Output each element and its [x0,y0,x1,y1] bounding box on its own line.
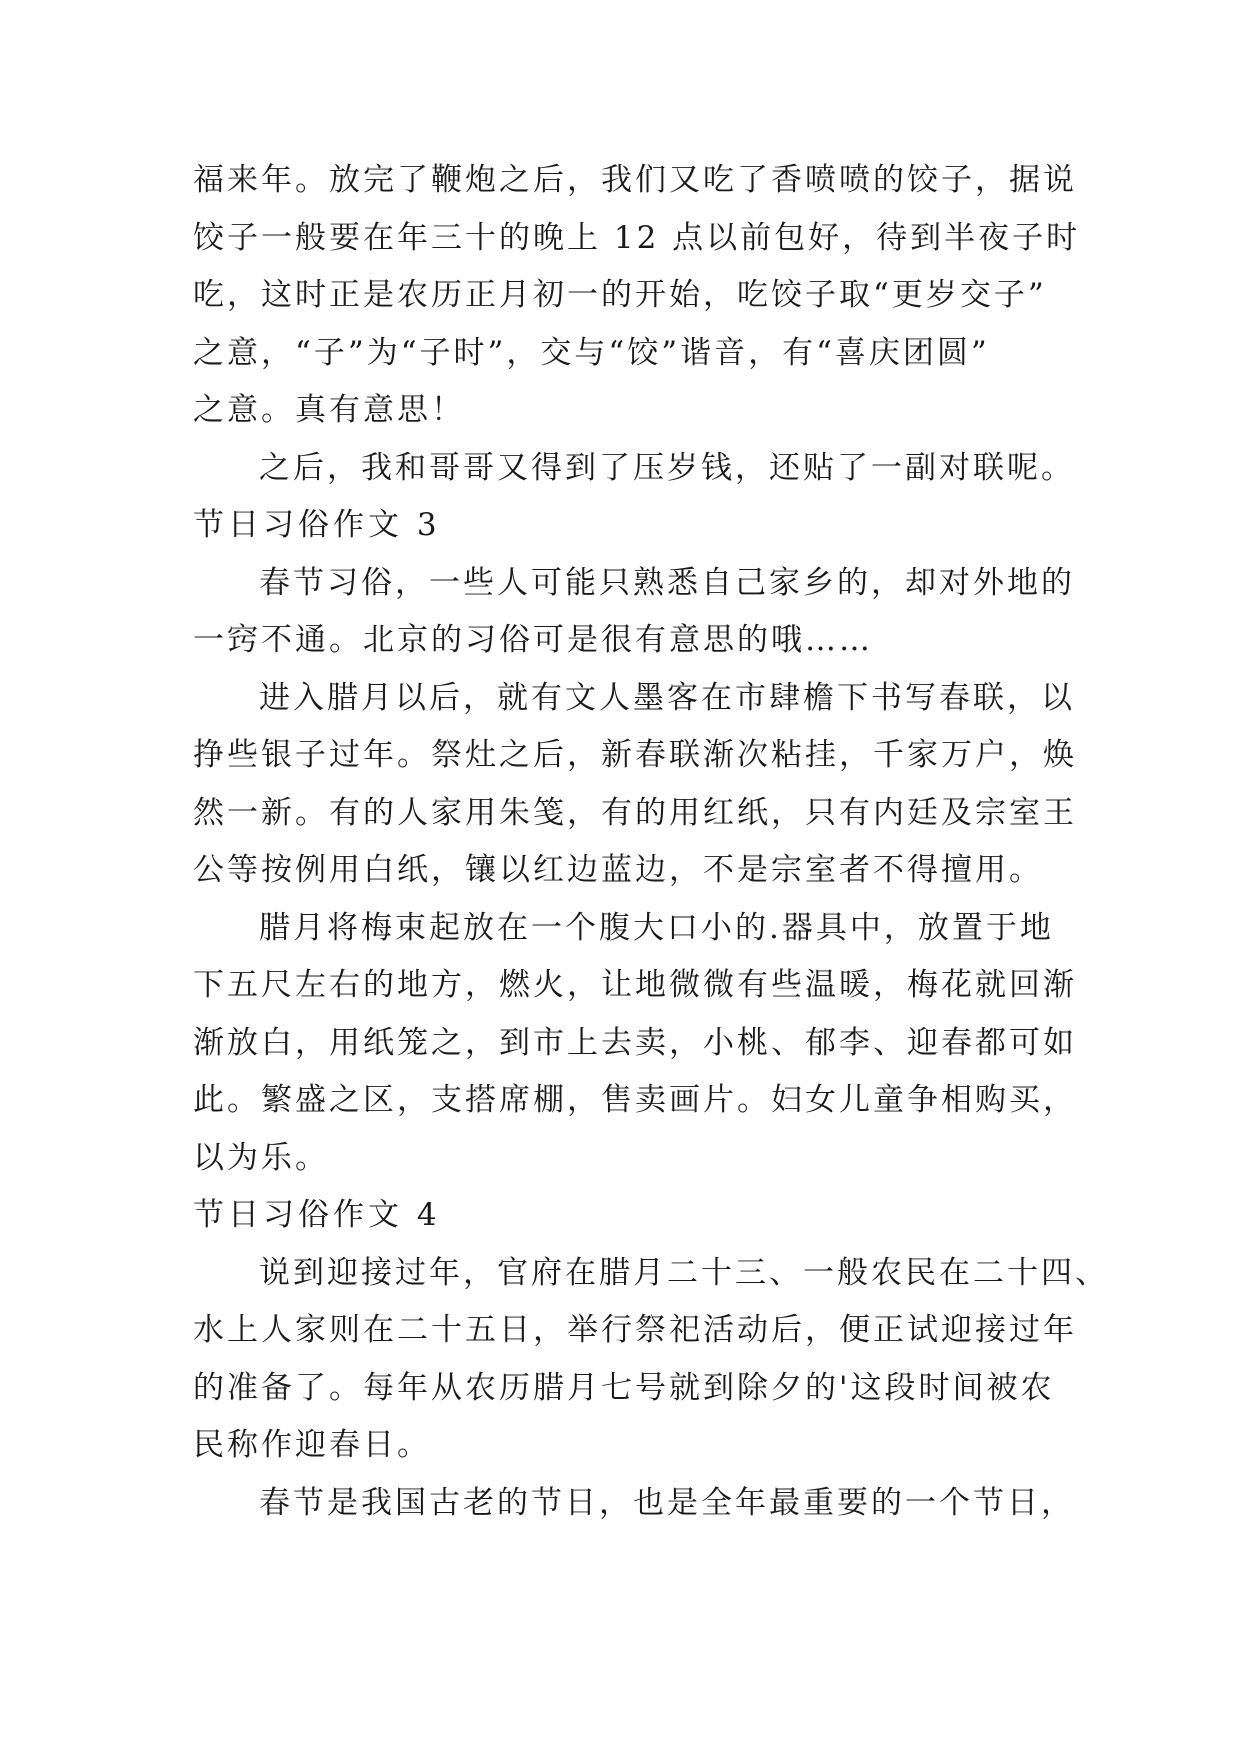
paragraph-line: 饺子一般要在年三十的晚上 12 点以前包好，待到半夜子时 [193,219,1081,256]
paragraph-line: 挣些银子过年。祭灶之后，新春联渐次粘挂，千家万户，焕 [193,737,1077,773]
paragraph-line: 公等按例用白纸，镶以红边蓝边，不是宗室者不得擅用。 [193,852,1043,888]
paragraph-line: 吃，这时正是农历正月初一的开始，吃饺子取“更岁交子” [193,277,1047,313]
section-heading: 节日习俗作文 4 [193,1197,441,1233]
paragraph-line: 民称作迎春日。 [193,1427,431,1463]
paragraph-line: 之后，我和哥哥又得到了压岁钱，还贴了一副对联呢。 [259,449,1075,486]
paragraph-line: 的准备了。每年从农历腊月七号就到除夕的'这段时间被农 [193,1369,1055,1406]
paragraph-line: 进入腊月以后，就有文人墨客在市肆檐下书写春联，以 [259,679,1075,716]
paragraph-line: 之意。真有意思！ [193,392,465,428]
paragraph-line: 春节是我国古老的节日，也是全年最重要的一个节日， [259,1484,1075,1521]
essay-body [193,152,1109,1532]
paragraph-line: 下五尺左右的地方，燃火，让地微微有些温暖，梅花就回渐 [193,967,1077,1003]
paragraph-line: 以为乐。 [193,1139,329,1176]
paragraph-line: 水上人家则在二十五日，举行祭祀活动后，便正试迎接过年 [193,1312,1077,1348]
paragraph-line: 之意，“子”为“子时”，交与“饺”谐音，有“喜庆团圆” [193,334,990,371]
section-heading: 节日习俗作文 3 [193,507,441,543]
paragraph-line: 腊月将梅束起放在一个腹大口小的.器具中，放置于地 [259,909,1054,946]
paragraph-line: 春节习俗，一些人可能只熟悉自己家乡的，却对外地的 [259,564,1075,601]
paragraph-line: 一窍不通。北京的习俗可是很有意思的哦…… [193,622,873,658]
paragraph-line: 此。繁盛之区，支搭席棚，售卖画片。妇女儿童争相购买， [193,1082,1077,1118]
paragraph-line: 说到迎接过年，官府在腊月二十三、一般农民在二十四、 [259,1254,1109,1291]
paragraph-line: 福来年。放完了鞭炮之后，我们又吃了香喷喷的饺子，据说 [193,162,1077,198]
paragraph-line: 然一新。有的人家用朱笺，有的用红纸，只有内廷及宗室王 [193,794,1077,831]
paragraph-line: 渐放白，用纸笼之，到市上去卖，小桃、郁李、迎春都可如 [193,1024,1077,1061]
